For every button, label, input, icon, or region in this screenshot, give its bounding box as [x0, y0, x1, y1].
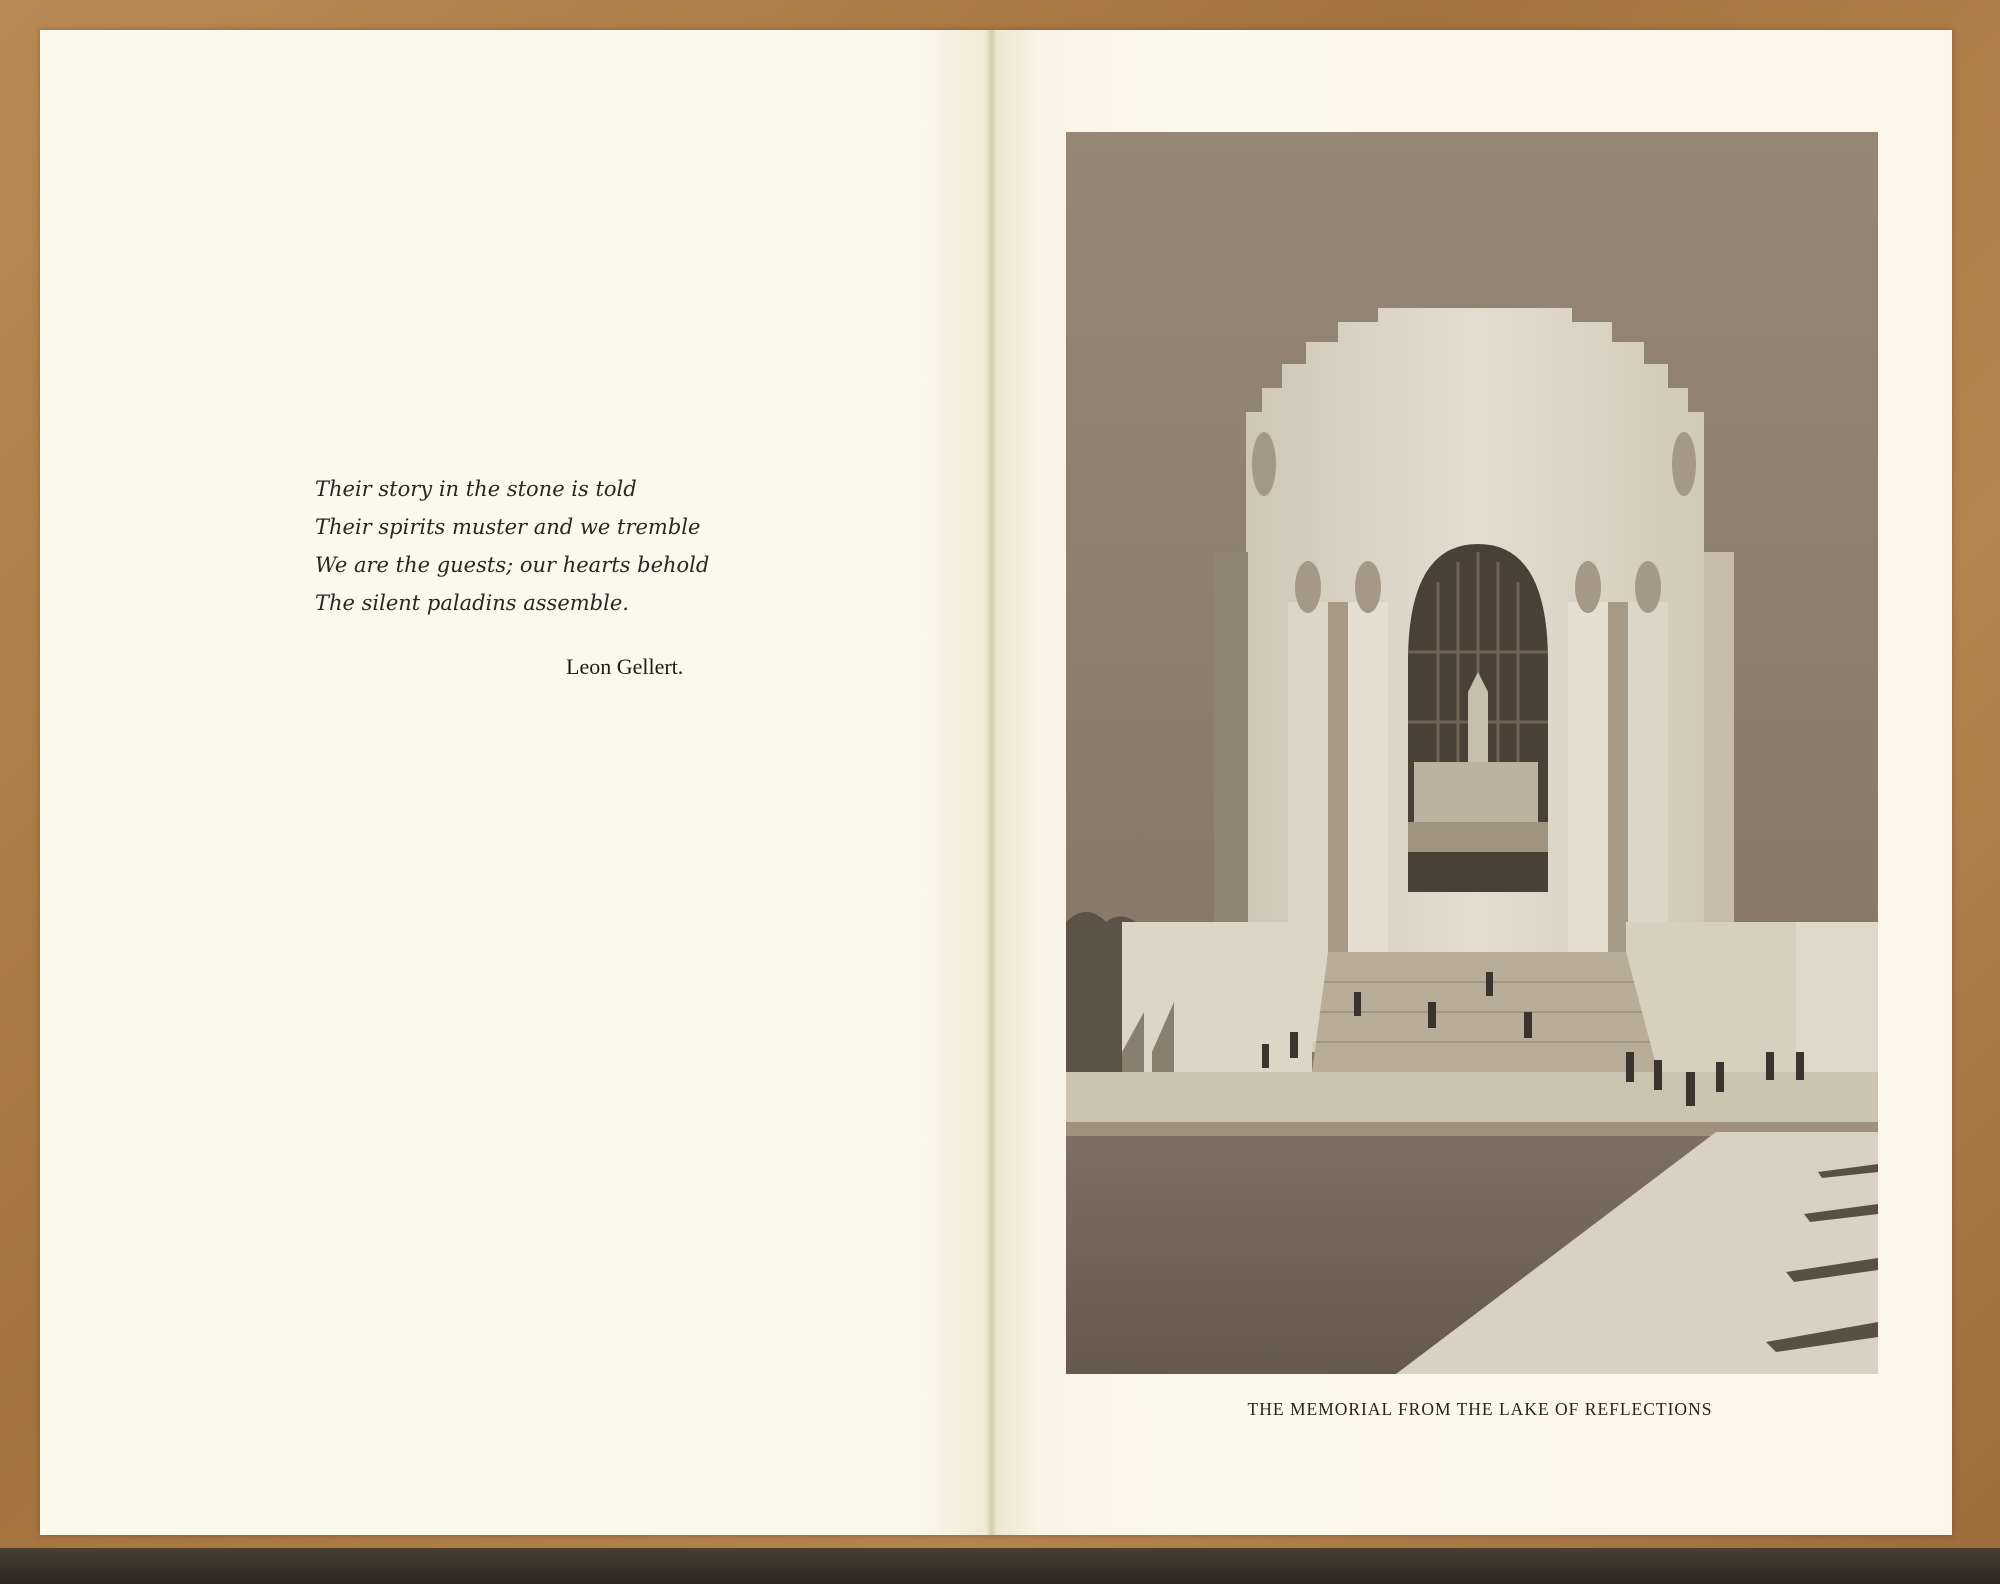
poem-line: The silent paladins assemble. [315, 591, 629, 615]
poem-verse [315, 470, 735, 622]
memorial-illustration [1066, 132, 1878, 1374]
photo-caption: THE MEMORIAL FROM THE LAKE OF REFLECTIONS [1247, 1399, 1713, 1419]
poem-line: Their spirits muster and we tremble [315, 515, 701, 539]
table-surface [0, 1548, 2000, 1584]
left-page [40, 30, 992, 1535]
poem-author: Leon Gellert. [566, 654, 684, 679]
memorial-photograph [1066, 132, 1878, 1374]
poem-line: We are the guests; our hearts behold [315, 553, 710, 577]
poem-line: Their story in the stone is told [315, 477, 637, 501]
book-gutter [988, 30, 996, 1535]
